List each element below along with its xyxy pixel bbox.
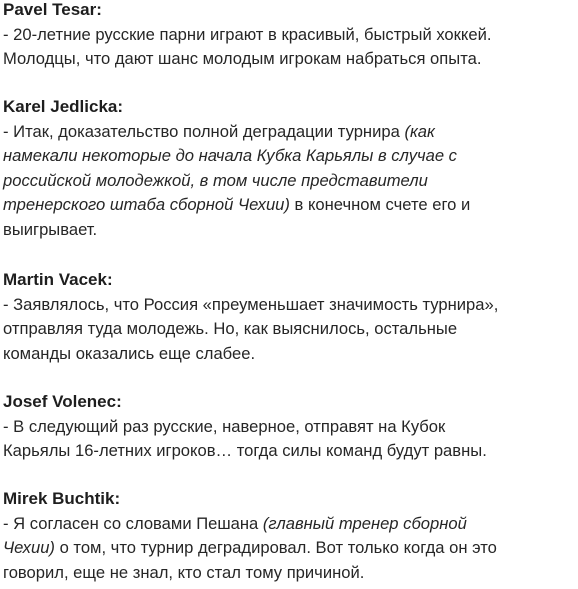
comment-text-italic: российской молодежкой, в том числе представители — [3, 170, 428, 190]
comment-author: Mirek Buchtik: — [3, 489, 121, 508]
comment-josef-volenec — [3, 390, 487, 464]
comment-text-plain: о том, что турнир деградировал. Вот только когда он это — [54, 538, 497, 557]
comment-text-line: - 20-летние русские парни играют в красивый, быстрый хоккей. — [3, 24, 492, 44]
comment-author: Josef Volenec: — [3, 392, 122, 411]
comment-text — [3, 120, 470, 243]
comment-text-line: говорил, еще не знал, кто стал тому причиной. — [3, 562, 365, 582]
comment-text-italic: (главный тренер сборной — [262, 513, 467, 533]
comment-text-plain: - Итак, доказательство полной деградации турнира — [3, 121, 405, 141]
comment-text-italic: Чехии) — [3, 538, 55, 557]
comment-text-line — [3, 193, 470, 218]
comment-text-line — [3, 512, 497, 537]
comment-text-plain: - Я согласен со словами Пешана — [3, 513, 263, 533]
comment-text-italic: тренерского штаба сборной Чехии) — [3, 195, 290, 214]
comment-text-italic: (как — [404, 121, 435, 141]
comment-text — [3, 293, 498, 367]
comment-text-italic: намекали некоторые до начала Кубка Карьялы в случае с — [3, 146, 457, 165]
comment-author: Karel Jedlicka: — [3, 97, 124, 116]
comment-mirek-buchtik — [3, 487, 497, 585]
comment-text — [3, 23, 491, 72]
comment-text-line: - Заявлялось, что Россия «преуменьшает значимость турнира», — [3, 294, 499, 314]
comment-text-line: команды оказались еще слабее. — [3, 343, 256, 363]
comment-text-line — [3, 536, 497, 561]
comment-text-line — [3, 120, 470, 145]
comment-text-line: Карьялы 16-летних игроков… тогда силы команд будут равны. — [3, 441, 487, 460]
comment-martin-vacek — [3, 268, 498, 366]
comment-karel-jedlicka — [3, 95, 470, 242]
comment-text-line: - В следующий раз русские, наверное, отправят на Кубок — [3, 416, 446, 436]
comment-text-plain: в конечном счете его и — [289, 195, 471, 214]
comment-text-line: Молодцы, что дают шанс молодым игрокам набраться опыта. — [3, 49, 482, 68]
comment-text-line: отправляя туда молодежь. Но, как выяснилось, остальные — [3, 319, 458, 338]
comment-author: Pavel Tesar: — [3, 0, 102, 19]
comment-text — [3, 512, 497, 586]
comment-author: Martin Vacek: — [3, 270, 113, 289]
comment-pavel-tesar — [3, 0, 491, 72]
comment-text — [3, 415, 487, 464]
comment-text-line: выигрывает. — [3, 219, 98, 239]
